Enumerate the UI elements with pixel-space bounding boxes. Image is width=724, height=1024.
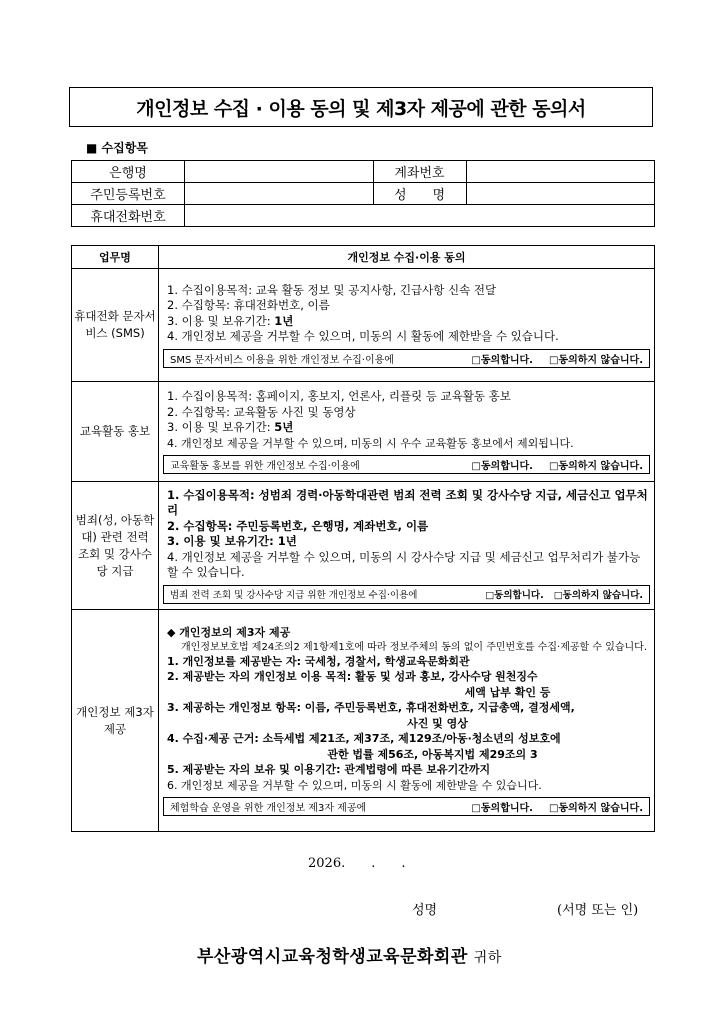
promo-category: 교육활동 홍보	[72, 382, 159, 482]
third-item-1: 1. 개인정보를 제공받는 자: 국세청, 경찰서, 학생교육문화회관	[167, 654, 470, 668]
bank-label: 은행명	[72, 161, 185, 183]
promo-item-1: 1. 수집이용목적: 홈페이지, 홍보지, 언론사, 리플릿 등 교육활동 홍보	[167, 389, 511, 403]
crime-item-2: 2. 수집항목: 주민등록번호, 은행명, 계좌번호, 이름	[167, 518, 429, 533]
third-party-agree-checkbox[interactable]: □동의합니다.	[471, 803, 533, 814]
resident-no-field[interactable]	[185, 183, 374, 205]
third-item-2: 2. 제공받는 자의 개인정보 이용 목적: 활동 및 성과 홍보, 강사수당 원천징수	[167, 670, 538, 683]
third-party-legal-note: 개인정보보호법 제24조의2 제1항제1호에 따라 정보주체의 동의 없이 주민번호를 수집·제공할 수 있습니다.	[181, 641, 648, 653]
crime-item-1: 1. 수집이용목적: 성범죄 경력·아동학대관련 범죄 전력 조회 및 강사수당 지급, 세금신고 업무처리	[167, 487, 648, 517]
promo-consent-question: 교육활동 홍보를 위한 개인정보 수집·이용에	[170, 461, 360, 472]
third-item-4: 4. 수집·제공 근거: 소득세법 제21조, 제37조, 제129조/아동·청소년의 성보호에	[167, 732, 561, 745]
crime-check-category: 범죄(성, 아동학대) 관련 전력 조회 및 강사수당 지급	[72, 482, 159, 610]
name-label: 성 명	[373, 183, 466, 205]
third-item-6: 6. 개인정보 제공을 거부할 수 있으며, 미동의 시 활동에 제한받을 수 있습니다.	[167, 778, 542, 792]
signature-label: 성명	[412, 903, 438, 918]
collect-section-heading: ■ 수집항목	[86, 141, 148, 155]
account-field[interactable]	[466, 161, 655, 183]
mobile-label: 휴대전화번호	[72, 205, 185, 227]
third-item-3-cont: 사진 및 영상	[407, 716, 468, 730]
addressee-suffix: 귀하	[473, 950, 502, 966]
bank-field[interactable]	[185, 161, 374, 183]
sms-item-2: 2. 수집항목: 휴대전화번호, 이름	[167, 298, 330, 312]
third-party-consent-box	[163, 797, 650, 816]
crime-consent-question: 범죄 전력 조회 및 강사수당 지급 위한 개인정보 수집·이용에	[170, 590, 418, 601]
date-line[interactable]: 2026. . .	[308, 856, 406, 871]
mobile-field[interactable]	[185, 205, 655, 227]
sms-consent-question: SMS 문자서비스 이용을 위한 개인정보 수집·이용에	[170, 354, 394, 366]
sms-disagree-checkbox[interactable]: □동의하지 않습니다.	[548, 354, 643, 366]
name-field[interactable]	[466, 183, 655, 205]
sms-consent-box	[163, 349, 650, 368]
third-party-disagree-checkbox[interactable]: □동의하지 않습니다.	[548, 803, 643, 814]
task-column-header: 업무명	[72, 246, 159, 269]
third-party-heading: ◆ 개인정보의 제3자 제공	[167, 626, 291, 639]
crime-item-3: 3. 이용 및 보유기간: 1년	[167, 534, 297, 548]
consent-table	[71, 245, 655, 832]
sms-item-3: 3. 이용 및 보유기간: 1년	[167, 313, 294, 328]
third-party-consent-question: 체험학습 운영을 위한 개인정보 제3자 제공에	[170, 803, 367, 814]
info-table	[71, 160, 655, 227]
crime-item-4: 4. 개인정보 제공을 거부할 수 있으며, 미동의 시 강사수당 지급 및 세금신고 업무처리가 불가능할 수 있습니다.	[167, 549, 641, 579]
promo-item-4: 4. 개인정보 제공을 거부할 수 있으며, 미동의 시 우수 교육활동 홍보에서 제외됩니다.	[167, 436, 574, 450]
promo-section	[159, 382, 655, 482]
crime-disagree-checkbox[interactable]: □동의하지 않습니다.	[553, 590, 643, 601]
third-item-5: 5. 제공받는 자의 보유 및 이용기간: 관계법령에 따른 보유기간까지	[167, 763, 491, 776]
consent-column-header: 개인정보 수집·이용 동의	[159, 246, 655, 269]
addressee	[197, 942, 502, 967]
promo-period: 5년	[274, 420, 294, 434]
signature-note: (서명 또는 인)	[557, 903, 639, 918]
account-label: 계좌번호	[373, 161, 466, 183]
third-item-3: 3. 제공하는 개인정보 항목: 이름, 주민등록번호, 휴대전화번호, 지급총액, 결정세액,	[167, 701, 575, 714]
sms-item-4: 4. 개인정보 제공을 거부할 수 있으며, 미동의 시 활동에 제한받을 수 있습니다.	[167, 329, 559, 343]
sms-category: 휴대전화 문자서비스 (SMS)	[72, 269, 159, 382]
crime-check-section	[159, 482, 655, 610]
resident-no-label: 주민등록번호	[72, 183, 185, 205]
third-party-section	[159, 610, 655, 832]
third-item-4-cont: 관한 법률 제56조, 아동복지법 제29조의 3	[327, 747, 538, 761]
promo-disagree-checkbox[interactable]: □동의하지 않습니다.	[548, 461, 643, 472]
promo-item-2: 2. 수집항목: 교육활동 사진 및 동영상	[167, 404, 356, 419]
sms-item-1: 1. 수집이용목적: 교육 활동 정보 및 공지사항, 긴급사항 신속 전달	[167, 282, 497, 297]
crime-consent-box	[163, 585, 650, 604]
promo-item-3: 3. 이용 및 보유기간: 5년	[167, 420, 294, 434]
sms-agree-checkbox[interactable]: □동의합니다.	[471, 354, 533, 366]
sms-section	[159, 269, 655, 382]
promo-agree-checkbox[interactable]: □동의합니다.	[471, 461, 533, 472]
sms-period: 1년	[274, 313, 294, 328]
promo-consent-box	[163, 455, 650, 474]
crime-agree-checkbox[interactable]: □동의합니다.	[485, 590, 544, 601]
third-item-2-cont: 세액 납부 확인 등	[464, 685, 551, 699]
addressee-name: 부산광역시교육청학생교육문화회관	[197, 947, 468, 967]
document-title: 개인정보 수집 · 이용 동의 및 제3자 제공에 관한 동의서	[69, 87, 653, 127]
third-party-category: 개인정보 제3자 제공	[72, 610, 159, 832]
